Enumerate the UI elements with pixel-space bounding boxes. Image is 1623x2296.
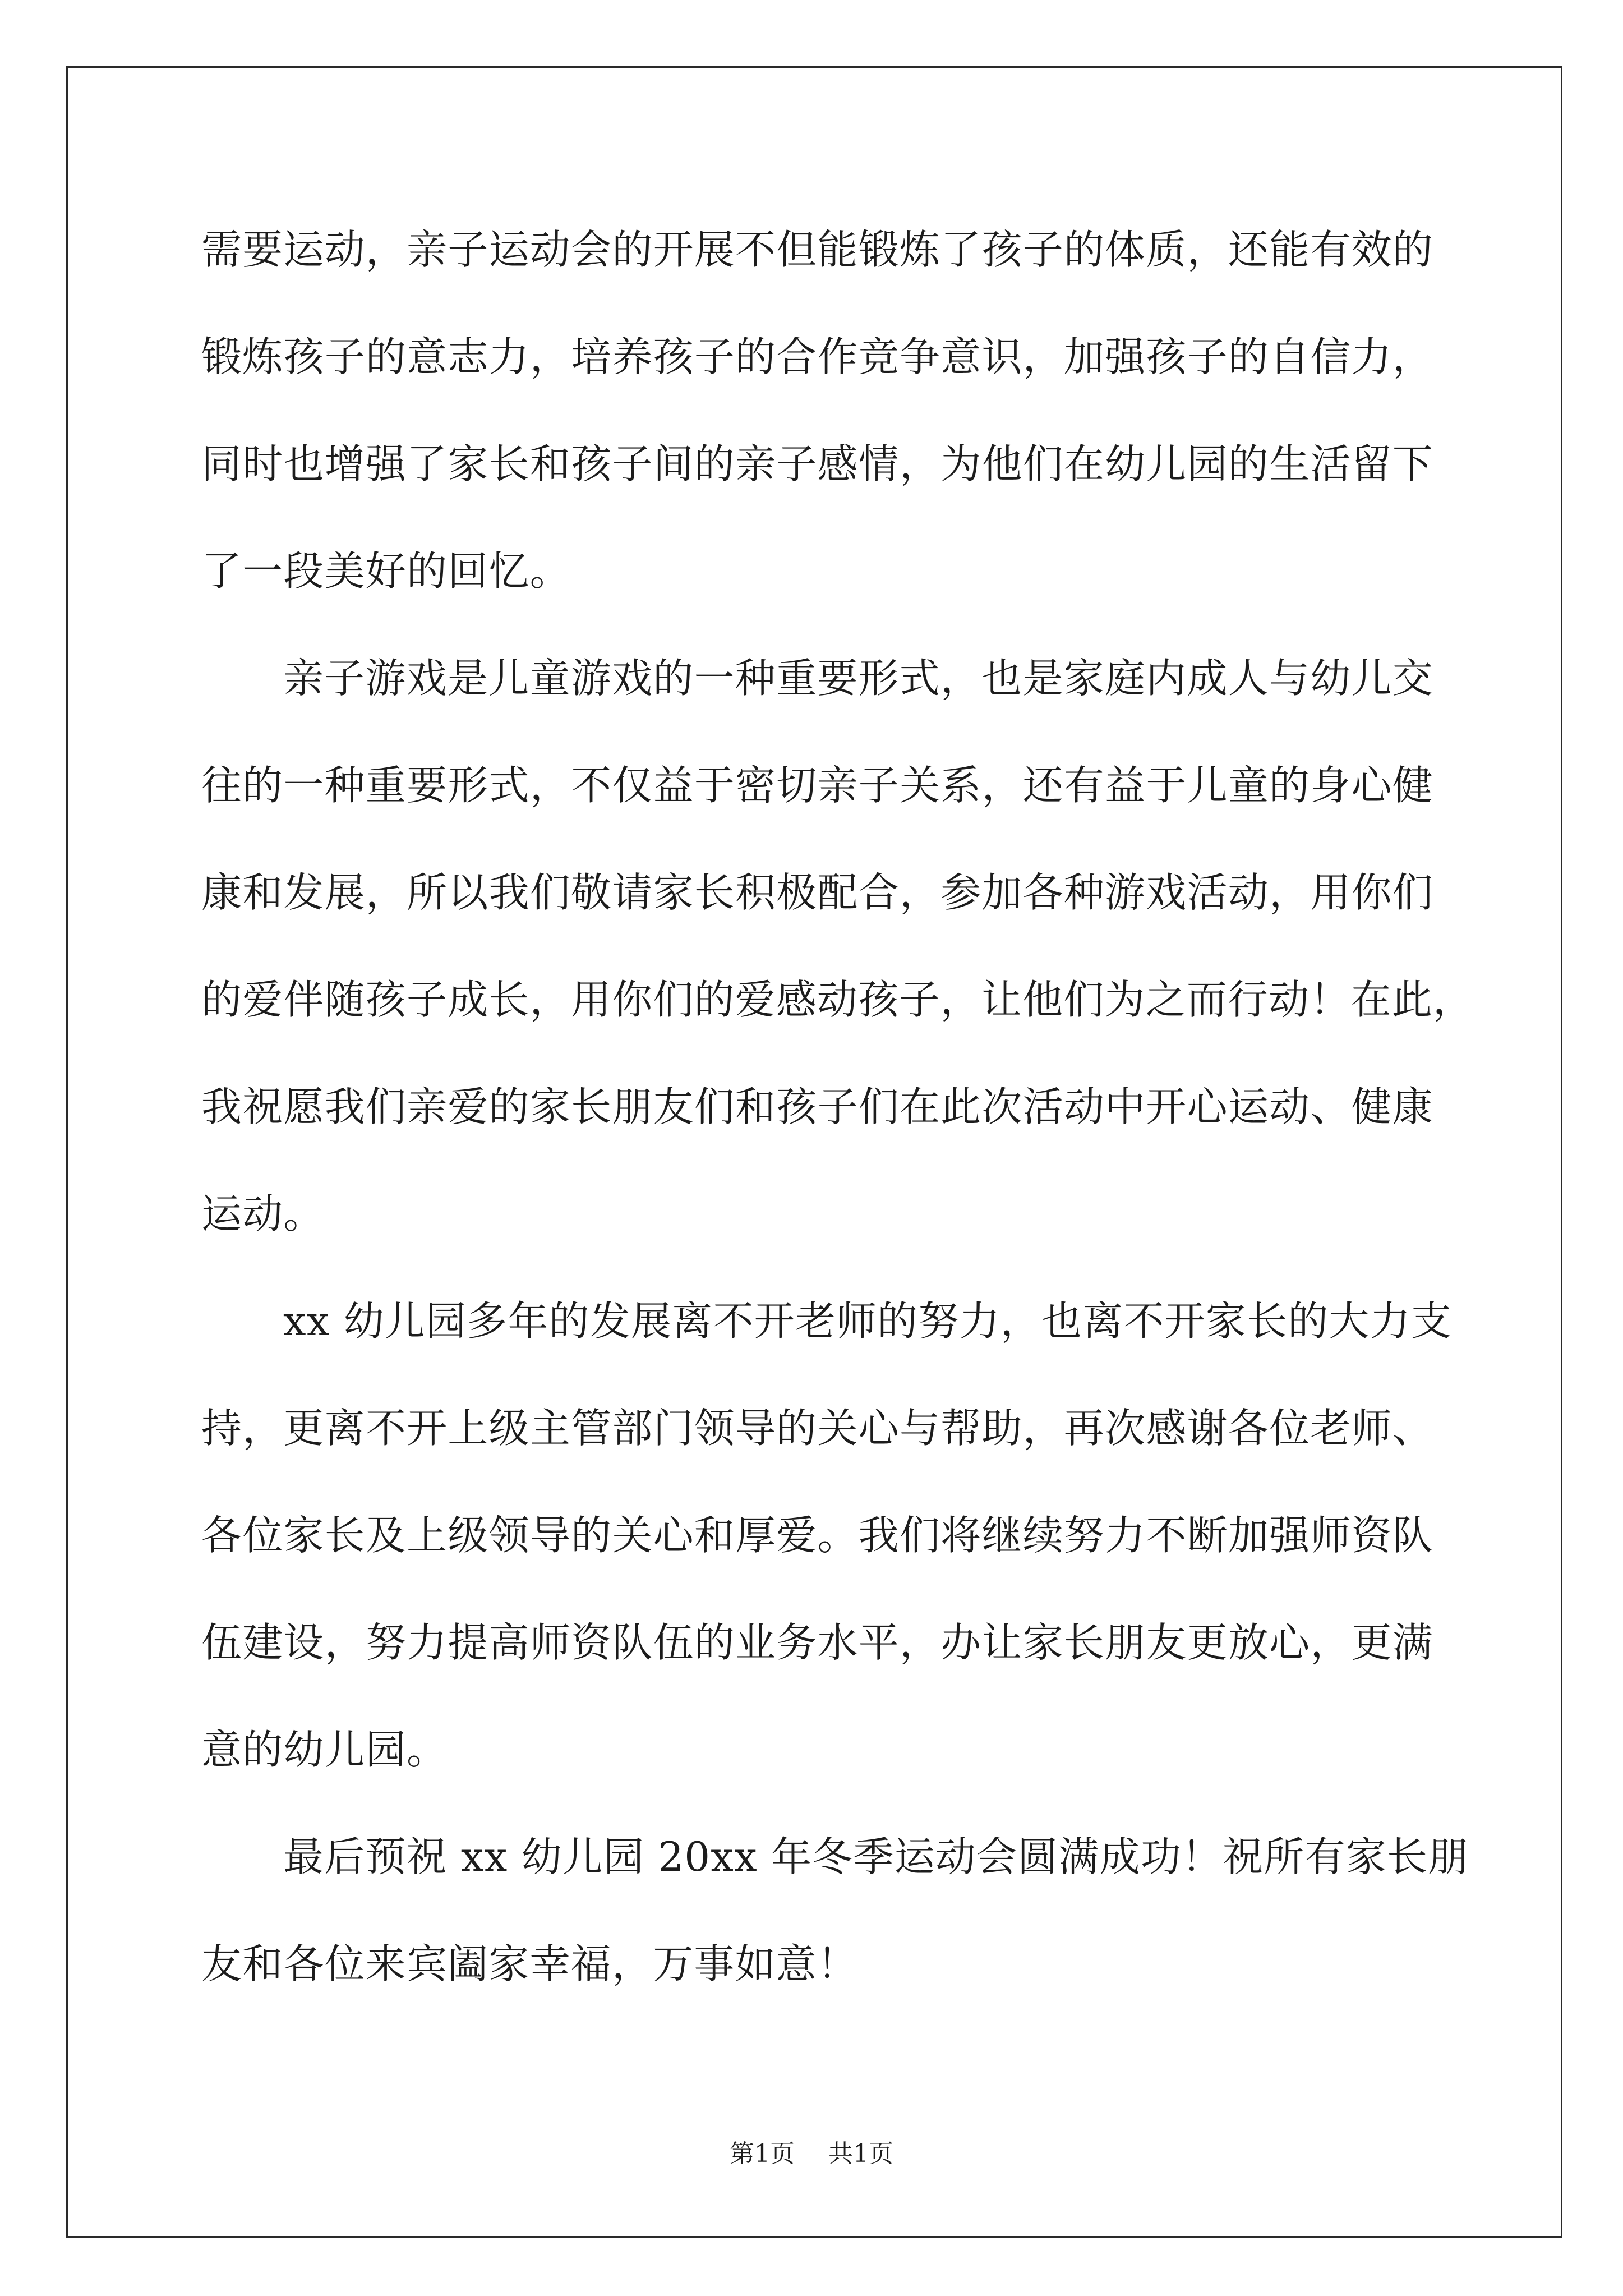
- text-line: 同时也增强了家长和孩子间的亲子感情，为他们在幼儿园的生活留下: [201, 440, 1433, 487]
- text-line: 需要运动，亲子运动会的开展不但能锻炼了孩子的体质，还能有效的: [201, 226, 1433, 273]
- page-footer: [0, 2134, 1623, 2174]
- text-line: 持，更离不开上级主管部门领导的关心与帮助，再次感谢各位老师、: [201, 1405, 1433, 1452]
- text-line: 运动。: [201, 1190, 325, 1237]
- page-number: 第1页: [730, 2139, 795, 2168]
- document-body: [201, 196, 1474, 2018]
- text-line: 各位家长及上级领导的关心和厚爱。我们将继续努力不断加强师资队: [201, 1512, 1433, 1559]
- text-line: 伍建设，努力提高师资队伍的业务水平，办让家长朋友更放心，更满: [201, 1619, 1433, 1666]
- text-line: 的爱伴随孩子成长，用你们的爱感动孩子，让他们为之而行动！在此，: [201, 976, 1474, 1023]
- text-line: 最后预祝 xx 幼儿园 20xx 年冬季运动会圆满成功！祝所有家长朋: [283, 1833, 1469, 1880]
- text-line: 我祝愿我们亲爱的家长朋友们和孩子们在此次活动中开心运动、健康: [201, 1083, 1433, 1130]
- text-line: xx 幼儿园多年的发展离不开老师的努力，也离不开家长的大力支: [283, 1297, 1453, 1345]
- text-line: 亲子游戏是儿童游戏的一种重要形式，也是家庭内成人与幼儿交: [283, 655, 1433, 702]
- paragraph: [201, 1268, 1453, 1803]
- paragraph: [201, 1803, 1469, 2018]
- text-line: 往的一种重要形式，不仅益于密切亲子关系，还有益于儿童的身心健: [201, 762, 1433, 809]
- paragraph: [201, 196, 1433, 625]
- paragraph: [201, 625, 1474, 1268]
- page-total: 共1页: [828, 2139, 893, 2168]
- text-line: 康和发展，所以我们敬请家长积极配合，参加各种游戏活动，用你们: [201, 869, 1433, 916]
- text-line: 锻炼孩子的意志力，培养孩子的合作竞争意识，加强孩子的自信力，: [201, 333, 1433, 380]
- text-line: 友和各位来宾阖家幸福，万事如意！: [201, 1940, 859, 1987]
- text-line: 意的幼儿园。: [201, 1726, 448, 1773]
- text-line: 了一段美好的回忆。: [201, 547, 571, 595]
